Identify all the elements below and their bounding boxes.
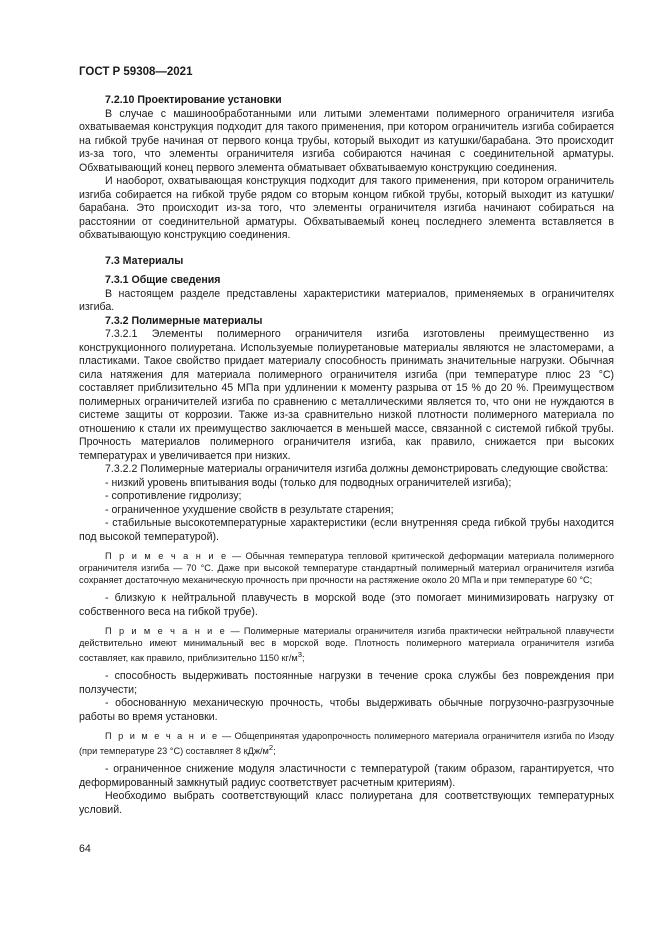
page-number: 64	[79, 843, 91, 855]
note-text-end: ;	[273, 746, 276, 757]
paragraph: В случае с машинообработанными или литыми элементами полимерного ограничителя изгиба охватываемая конструкция подходит для такого применения, при котором ограничитель изгиба собирается на гибкой трубе начиная от первого конца трубы, который выходит из катушки/барабана. Это происходит из-за того, что элементы ограничителя изгиба собираются начиная с соединительной арматуры. Обхватывающий конец первого элемента обматывает обхватываемую конструкцию соединения.	[79, 107, 614, 174]
note	[79, 625, 614, 664]
list-item: - обоснованную механическую прочность, чтобы выдерживать обычные погрузочно-разгрузочные работы во время установки.	[79, 697, 614, 723]
paragraph: И наоборот, охватывающая конструкция подходит для такого применения, при котором ограничитель изгиба собирается на гибкой трубе рядом со вторым концом гибкой трубы, который выходит из катушки/барабана. Это происходит из-за того, что элементы ограничителя изгиба начинают собираться на расстоянии от соединительной арматуры. Обхватываемый конец последнего элемента вставляется в обхватывающую конструкцию соединения.	[79, 175, 614, 241]
note-text: — Общепринятая ударопрочность полимерного материала ограничителя изгиба по Изоду (при температуре 23 °С) составляет 8 кДж/м	[79, 731, 614, 757]
note	[79, 550, 614, 586]
note-label: П р и м е ч а н и е	[105, 626, 227, 636]
note-text: — Обычная температура тепловой критической деформации материала полимерного ограничителя изгиба — 70 °С. Даже при высокой температуре стандартный полимерный материал ограничителя изгиба сохраняет достаточную механическую прочность при прочности на растяжение около 20 МПа и при температуре 60 °С;	[79, 551, 614, 585]
list-item: - способность выдерживать постоянные нагрузки в течение срока службы без повреждения при ползучести;	[79, 670, 614, 696]
list-item: - близкую к нейтральной плавучесть в морской воде (это помогает минимизировать нагрузку от собственного веса на гибкой трубе).	[79, 592, 614, 618]
paragraph: 7.3.2.1 Элементы полимерного ограничителя изгиба изготовлены преимущественно из конструкционного полиуретана. Используемые полиуретановые материалы являются не эластомерами, а пластиками. Такое свойство придает материалу способность принимать значительные нагрузки. Обычная сила натяжения для материала полимерного ограничителя изгиба (при температуре плюс 23 °С) составляет приблизительно 45 МПа при удлинении к моменту разрыва от 15 % до 20 %. Преимуществом полимерных ограничителей изгиба по сравнению с металлическими является то, что они не нуждаются в системе защиты от коррозии. Также из-за сравнительно низкой плотности полимерного материала по отношению к стали их преимущество заключается в меньшей массе, связанной с системой гибкой трубы. Прочность материалов полимерного ограничителя изгиба, как правило, снижается при высоких температурах и увеличивается при низких.	[79, 328, 614, 462]
list-item: - ограниченное снижение модуля эластичности с температурой (таким образом, гарантируется, что деформированный замкнутый радиус соответствует расчетным критериям).	[79, 763, 614, 789]
heading-7-3: 7.3 Материалы	[105, 254, 184, 267]
document-page	[79, 64, 614, 817]
heading-7-3-2: 7.3.2 Полимерные материалы	[105, 314, 263, 327]
heading-7-3-1: 7.3.1 Общие сведения	[105, 274, 221, 286]
note	[79, 730, 614, 757]
list-item: - сопротивление гидролизу;	[105, 490, 242, 502]
note-text: — Полимерные материалы ограничителя изгиба практически нейтральной плавучести действительно имеют минимальный вес в морской воде. Плотность полимерного материала ограничителя изгиба составляет, как правило, приблизительно 1150 кг/м	[79, 626, 614, 664]
paragraph: В настоящем разделе представлены характеристики материалов, применяемых в ограничителях изгиба.	[79, 287, 614, 313]
paragraph: Необходимо выбрать соответствующий класс полиуретана для соответствующих температурных условий.	[79, 790, 614, 816]
list-item: - низкий уровень впитывания воды (только для подводных ограничителей изгиба);	[105, 476, 512, 489]
note-label: П р и м е ч а н и е	[105, 731, 219, 742]
standard-header: ГОСТ Р 59308—2021	[79, 66, 193, 78]
paragraph: 7.3.2.2 Полимерные материалы ограничителя изгиба должны демонстрировать следующие свойства:	[105, 463, 609, 475]
note-text-end: ;	[302, 653, 305, 664]
list-item: - ограниченное ухудшение свойств в результате старения;	[105, 503, 394, 516]
superscript: 2	[268, 743, 274, 753]
superscript: 3	[297, 650, 303, 659]
heading-7-2-10: 7.2.10 Проектирование установки	[105, 94, 282, 106]
list-item: - стабильные высокотемпературные характеристики (если внутренняя среда гибкой трубы находится под высокой температурой).	[79, 517, 614, 543]
note-label: П р и м е ч а н и е	[105, 551, 228, 561]
